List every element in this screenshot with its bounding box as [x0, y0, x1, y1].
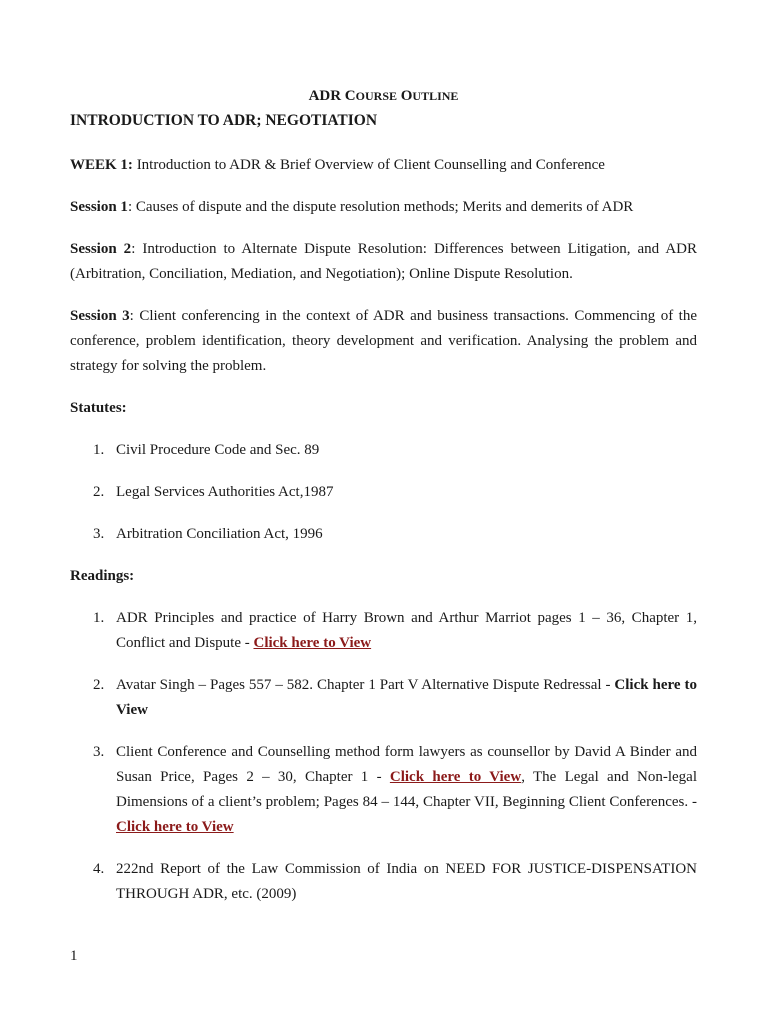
list-item: 1. Civil Procedure Code and Sec. 89	[93, 442, 320, 458]
view-link[interactable]: Click here to View	[253, 635, 372, 651]
week-1-label: WEEK 1:	[70, 157, 133, 173]
view-link[interactable]: Click here to View	[389, 769, 522, 785]
list-item: 2. Avatar Singh – Pages 557 – 582. Chapter 1 Part V Alternative Dispute Redressal - Click here to View	[93, 677, 697, 718]
session-1-paragraph	[70, 195, 697, 220]
document-title: ADR COURSE OUTLINE	[308, 88, 459, 104]
list-item: 3. Client Conference and Counselling method form lawyers as counsellor by David A Binder and Susan Price, Pages 2 – 30, Chapter 1 - Click here to View, The Legal and Non-legal Dimensions of a client’s problem; Pages 84 – 144, Chapter VII, Beginning Client Conferences. - Click here to View	[93, 744, 697, 835]
session-text: : Causes of dispute and the dispute resolution methods; Merits and demerits of ADR	[127, 199, 634, 215]
view-link[interactable]: Click here to View	[116, 819, 234, 835]
session-2-paragraph	[70, 237, 697, 287]
list-item: 4. 222nd Report of the Law Commission of India on NEED FOR JUSTICE-DISPENSATION THROUGH ADR, etc. (2009)	[93, 861, 697, 902]
document-subtitle: INTRODUCTION TO ADR; NEGOTIATION	[70, 112, 378, 129]
readings-list	[70, 606, 697, 907]
page-number: 1	[70, 948, 78, 964]
view-text: Click here to View	[116, 677, 697, 718]
session-label: Session 2	[70, 241, 132, 257]
list-item: 2. Legal Services Authorities Act,1987	[93, 484, 334, 500]
week-1-text: Introduction to ADR & Brief Overview of Client Counselling and Conference	[132, 157, 605, 173]
week-1-paragraph	[70, 153, 697, 178]
session-label: Session 1	[70, 199, 128, 215]
session-label: Session 3	[70, 308, 130, 324]
statutes-list	[70, 438, 697, 547]
statutes-heading: Statutes:	[70, 400, 127, 416]
session-text: : Client conferencing in the context of ADR and business transactions. Commencing of the conference, problem identification, theory development and verification. Analysing the problem and strategy for solving the problem.	[70, 308, 698, 374]
readings-heading: Readings:	[70, 568, 135, 584]
list-item: 1. ADR Principles and practice of Harry Brown and Arthur Marriot pages 1 – 36, Chapter 1, Conflict and Dispute - Click here to View	[93, 610, 697, 651]
session-3-paragraph	[70, 304, 697, 379]
session-text: : Introduction to Alternate Dispute Resolution: Differences between Litigation, and ADR (Arbitration, Conciliation, Mediation, and Negotiation); Online Dispute Resolution.	[70, 241, 698, 282]
document-page	[70, 86, 697, 907]
list-item: 3. Arbitration Conciliation Act, 1996	[93, 526, 323, 542]
